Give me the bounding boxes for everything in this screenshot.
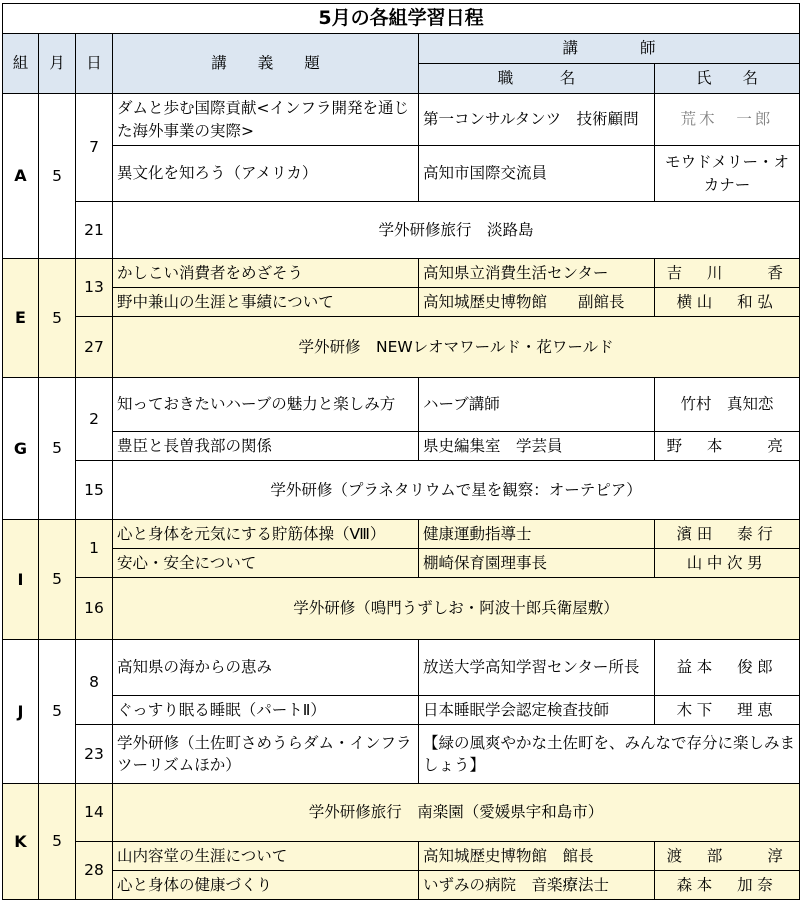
lecture-topic: 心と身体を元気にする貯筋体操（Ⅷ） bbox=[113, 520, 419, 549]
lecturer-position: 高知市国際交流員 bbox=[419, 146, 655, 202]
lecturer-name: 横山 和弘 bbox=[655, 288, 800, 317]
header-day: 日 bbox=[76, 34, 113, 94]
day-cell: 15 bbox=[76, 461, 113, 520]
lecturer-name: 竹村 真知恋 bbox=[655, 378, 800, 432]
header-position: 職 名 bbox=[419, 64, 655, 94]
group-month: 5 bbox=[39, 520, 76, 640]
field-trip: 学外研修（鳴門うずしお・阿波十郎兵衛屋敷） bbox=[113, 578, 800, 640]
lecture-topic: ダムと歩む国際貢献<インフラ開発を通じた海外事業の実際> bbox=[113, 94, 419, 146]
lecture-topic: 心と身体の健康づくり bbox=[113, 871, 419, 900]
header-month: 月 bbox=[39, 34, 76, 94]
header-group: 組 bbox=[3, 34, 39, 94]
day-cell: 16 bbox=[76, 578, 113, 640]
day-cell: 21 bbox=[76, 202, 113, 259]
header-name: 氏 名 bbox=[655, 64, 800, 94]
lecturer-name: 益本 俊郎 bbox=[655, 640, 800, 696]
lecture-topic: ぐっすり眠る睡眠（パートⅡ） bbox=[113, 696, 419, 725]
lecturer-name: モウドメリー・オカナー bbox=[655, 146, 800, 202]
group-month: 5 bbox=[39, 259, 76, 378]
day-cell: 23 bbox=[76, 725, 113, 784]
lecturer-position: 高知県立消費生活センター bbox=[419, 259, 655, 288]
schedule-table bbox=[2, 3, 800, 900]
group-label: J bbox=[3, 640, 39, 784]
group-month: 5 bbox=[39, 640, 76, 784]
lecture-topic: かしこい消費者をめざそう bbox=[113, 259, 419, 288]
lecturer-position: 第一コンサルタンツ 技術顧問 bbox=[419, 94, 655, 146]
lecturer-position: いずみの病院 音楽療法士 bbox=[419, 871, 655, 900]
lecture-topic: 高知県の海からの恵み bbox=[113, 640, 419, 696]
lecture-topic: 安心・安全について bbox=[113, 549, 419, 578]
lecturer-name: 吉 川 香 bbox=[655, 259, 800, 288]
day-cell: 13 bbox=[76, 259, 113, 317]
lecturer-position: 県史編集室 学芸員 bbox=[419, 432, 655, 461]
lecturer-name: 渡 部 淳 bbox=[655, 842, 800, 871]
field-trip: 学外研修旅行 南楽園（愛媛県宇和島市） bbox=[113, 784, 800, 842]
group-label: A bbox=[3, 94, 39, 259]
lecture-topic: 野中兼山の生涯と事績について bbox=[113, 288, 419, 317]
field-trip: 学外研修 NEWレオマワールド・花ワールド bbox=[113, 317, 800, 378]
lecture-topic: 知っておきたいハーブの魅力と楽しみ方 bbox=[113, 378, 419, 432]
group-month: 5 bbox=[39, 94, 76, 259]
group-month: 5 bbox=[39, 378, 76, 520]
field-trip: 学外研修（プラネタリウムで星を観察：オーテピア） bbox=[113, 461, 800, 520]
page-title: 5月の各組学習日程 bbox=[3, 4, 800, 34]
header-lecturer: 講 師 bbox=[419, 34, 800, 64]
lecturer-name: 荒木 一郎 bbox=[655, 94, 800, 146]
lecturer-position: 日本睡眠学会認定検査技師 bbox=[419, 696, 655, 725]
lecture-topic: 異文化を知ろう（アメリカ） bbox=[113, 146, 419, 202]
header-topic: 講 義 題 bbox=[113, 34, 419, 94]
lecturer-position: 高知城歴史博物館 館長 bbox=[419, 842, 655, 871]
lecturer-name: 森本 加奈 bbox=[655, 871, 800, 900]
lecturer-position: 高知城歴史博物館 副館長 bbox=[419, 288, 655, 317]
day-cell: 28 bbox=[76, 842, 113, 900]
field-trip: 学外研修旅行 淡路島 bbox=[113, 202, 800, 259]
day-cell: 1 bbox=[76, 520, 113, 578]
lecturer-name: 野 本 亮 bbox=[655, 432, 800, 461]
lecturer-position: 健康運動指導士 bbox=[419, 520, 655, 549]
lecturer-position: 棚崎保育園理事長 bbox=[419, 549, 655, 578]
group-label: I bbox=[3, 520, 39, 640]
day-cell: 14 bbox=[76, 784, 113, 842]
day-cell: 27 bbox=[76, 317, 113, 378]
lecturer-name: 木下 理恵 bbox=[655, 696, 800, 725]
group-label: G bbox=[3, 378, 39, 520]
group-label: E bbox=[3, 259, 39, 378]
field-trip-note: 【緑の風爽やかな土佐町を、みんなで存分に楽しみましょう】 bbox=[419, 725, 800, 784]
day-cell: 2 bbox=[76, 378, 113, 461]
lecture-topic: 豊臣と長曽我部の関係 bbox=[113, 432, 419, 461]
day-cell: 7 bbox=[76, 94, 113, 202]
lecturer-position: ハーブ講師 bbox=[419, 378, 655, 432]
group-month: 5 bbox=[39, 784, 76, 900]
day-cell: 8 bbox=[76, 640, 113, 725]
lecturer-name: 濱田 泰行 bbox=[655, 520, 800, 549]
field-trip: 学外研修（土佐町さめうらダム・インフラツーリズムほか） bbox=[113, 725, 419, 784]
lecturer-name: 山中次男 bbox=[655, 549, 800, 578]
lecturer-position: 放送大学高知学習センター所長 bbox=[419, 640, 655, 696]
group-label: K bbox=[3, 784, 39, 900]
lecture-topic: 山内容堂の生涯について bbox=[113, 842, 419, 871]
